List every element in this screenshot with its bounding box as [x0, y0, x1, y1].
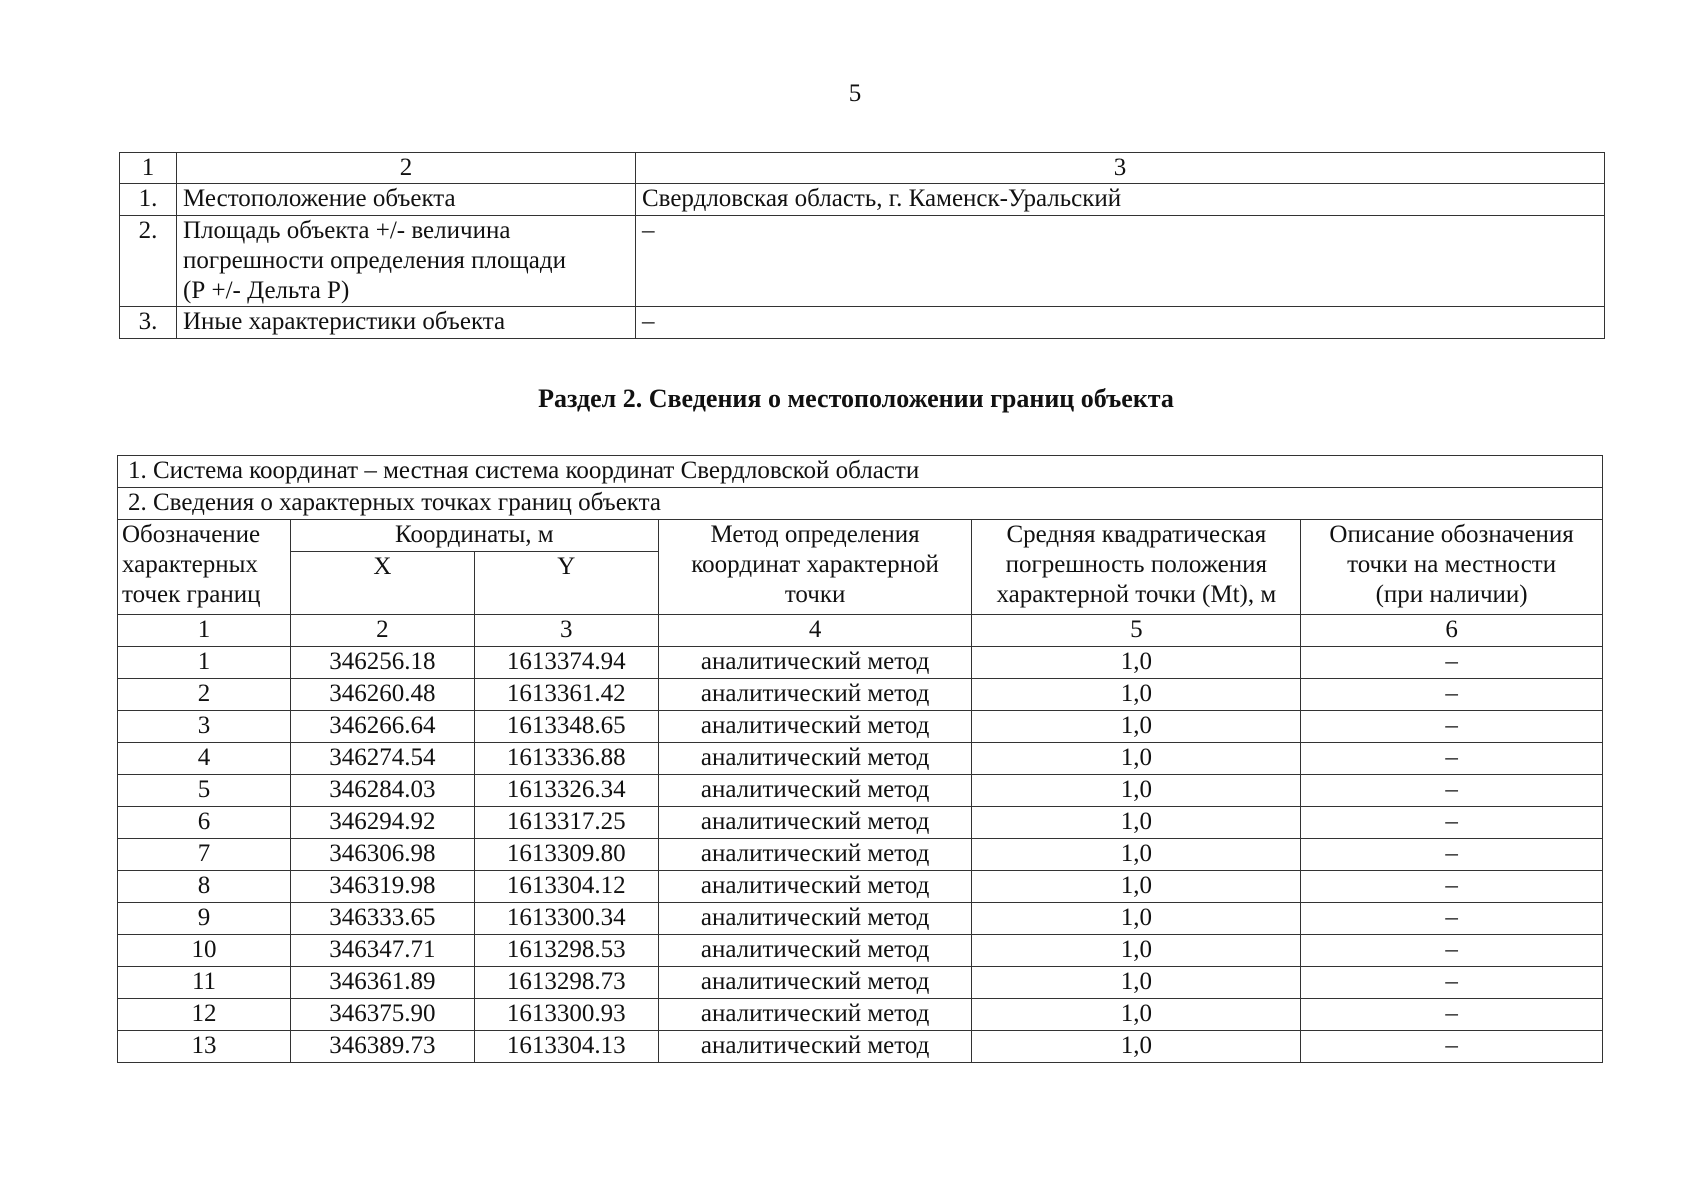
x-header: X	[290, 552, 474, 615]
y-coordinate-cell: 1613348.65	[474, 711, 658, 743]
error-header	[972, 520, 1301, 615]
row-value: –	[636, 216, 1605, 307]
x-coordinate-cell: 346284.03	[290, 775, 474, 807]
method-cell: аналитический метод	[658, 743, 972, 775]
header-line: (при наличии)	[1375, 581, 1528, 608]
y-coordinate-cell: 1613304.13	[474, 1031, 658, 1063]
table-row	[118, 679, 1603, 711]
x-coordinate-cell: 346361.89	[290, 967, 474, 999]
error-cell: 1,0	[972, 999, 1301, 1031]
method-cell: аналитический метод	[658, 711, 972, 743]
row-value: Свердловская область, г. Каменск-Уральский	[636, 184, 1605, 216]
table-row	[118, 807, 1603, 839]
table-row	[120, 184, 1605, 216]
error-cell: 1,0	[972, 711, 1301, 743]
boundary-points-table	[117, 455, 1603, 1063]
y-coordinate-cell: 1613300.93	[474, 999, 658, 1031]
method-cell: аналитический метод	[658, 871, 972, 903]
error-cell: 1,0	[972, 775, 1301, 807]
row-value: –	[636, 307, 1605, 339]
table-row	[118, 839, 1603, 871]
error-cell: 1,0	[972, 807, 1301, 839]
y-coordinate-cell: 1613326.34	[474, 775, 658, 807]
row-label: Местоположение объекта	[177, 184, 636, 216]
error-cell: 1,0	[972, 743, 1301, 775]
points-info-text: 2. Сведения о характерных точках границ объекта	[118, 488, 1603, 520]
error-cell: 1,0	[972, 679, 1301, 711]
section-title: Раздел 2. Сведения о местоположении границ объекта	[538, 384, 1174, 413]
column-number: 5	[972, 615, 1301, 647]
error-cell: 1,0	[972, 1031, 1301, 1063]
point-number-cell: 3	[118, 711, 291, 743]
row-number: 2.	[120, 216, 177, 307]
label-line: (Р +/- Дельта Р)	[183, 277, 350, 304]
row-number: 3.	[120, 307, 177, 339]
page-number: 5	[848, 80, 862, 107]
table-row	[118, 647, 1603, 679]
row-number: 1.	[120, 184, 177, 216]
method-header	[658, 520, 972, 615]
column-number: 3	[474, 615, 658, 647]
description-cell: –	[1301, 1031, 1603, 1063]
point-number-cell: 4	[118, 743, 291, 775]
point-number-cell: 13	[118, 1031, 291, 1063]
y-coordinate-cell: 1613298.53	[474, 935, 658, 967]
method-cell: аналитический метод	[658, 999, 972, 1031]
designation-header	[118, 520, 291, 615]
y-coordinate-cell: 1613309.80	[474, 839, 658, 871]
error-cell: 1,0	[972, 935, 1301, 967]
description-cell: –	[1301, 711, 1603, 743]
x-coordinate-cell: 346389.73	[290, 1031, 474, 1063]
error-cell: 1,0	[972, 839, 1301, 871]
column-number: 2	[290, 615, 474, 647]
point-number-cell: 6	[118, 807, 291, 839]
table-row	[118, 1031, 1603, 1063]
description-cell: –	[1301, 775, 1603, 807]
header-line: характерных	[122, 551, 258, 578]
y-coordinate-cell: 1613317.25	[474, 807, 658, 839]
point-number-cell: 7	[118, 839, 291, 871]
point-number-cell: 1	[118, 647, 291, 679]
x-coordinate-cell: 346260.48	[290, 679, 474, 711]
point-number-cell: 2	[118, 679, 291, 711]
points-body	[118, 647, 1603, 1063]
x-coordinate-cell: 346333.65	[290, 903, 474, 935]
x-coordinate-cell: 346347.71	[290, 935, 474, 967]
point-number-cell: 12	[118, 999, 291, 1031]
method-cell: аналитический метод	[658, 967, 972, 999]
table-header-row	[118, 520, 1603, 552]
row-label: Иные характеристики объекта	[177, 307, 636, 339]
method-cell: аналитический метод	[658, 935, 972, 967]
point-number-cell: 5	[118, 775, 291, 807]
error-cell: 1,0	[972, 903, 1301, 935]
column-numbers-row	[118, 615, 1603, 647]
description-cell: –	[1301, 679, 1603, 711]
description-cell: –	[1301, 839, 1603, 871]
point-number-cell: 11	[118, 967, 291, 999]
header-line: Обозначение	[122, 521, 261, 548]
row-label	[177, 216, 636, 307]
description-cell: –	[1301, 871, 1603, 903]
header-cell: 3	[636, 153, 1605, 184]
description-cell: –	[1301, 743, 1603, 775]
method-cell: аналитический метод	[658, 775, 972, 807]
x-coordinate-cell: 346306.98	[290, 839, 474, 871]
header-line: координат характерной	[691, 551, 939, 578]
method-cell: аналитический метод	[658, 903, 972, 935]
description-cell: –	[1301, 935, 1603, 967]
header-line: погрешность положения	[1005, 551, 1268, 578]
table-row	[118, 775, 1603, 807]
table-row	[118, 967, 1603, 999]
table-row	[120, 216, 1605, 307]
x-coordinate-cell: 346256.18	[290, 647, 474, 679]
coordinate-system-text: 1. Система координат – местная система координат Свердловской области	[118, 456, 1603, 488]
header-cell: 1	[120, 153, 177, 184]
point-number-cell: 8	[118, 871, 291, 903]
column-number: 1	[118, 615, 291, 647]
error-cell: 1,0	[972, 967, 1301, 999]
header-line: Описание обозначения	[1329, 521, 1574, 548]
point-number-cell: 9	[118, 903, 291, 935]
table-row	[118, 871, 1603, 903]
header-line: точек границ	[122, 581, 261, 608]
points-info-row	[118, 488, 1603, 520]
x-coordinate-cell: 346294.92	[290, 807, 474, 839]
label-line: Площадь объекта +/- величина	[183, 217, 511, 244]
description-cell: –	[1301, 903, 1603, 935]
header-line: характерной точки (Mt), м	[996, 581, 1277, 608]
x-coordinate-cell: 346319.98	[290, 871, 474, 903]
point-number-cell: 10	[118, 935, 291, 967]
description-cell: –	[1301, 807, 1603, 839]
header-line: Метод определения	[710, 521, 920, 548]
column-number: 6	[1301, 615, 1603, 647]
object-info-table	[119, 152, 1605, 339]
label-line: погрешности определения площади	[183, 247, 566, 274]
y-coordinate-cell: 1613304.12	[474, 871, 658, 903]
method-cell: аналитический метод	[658, 1031, 972, 1063]
coordinate-system-row	[118, 456, 1603, 488]
coordinates-header: Координаты, м	[290, 520, 658, 552]
y-coordinate-cell: 1613298.73	[474, 967, 658, 999]
description-cell: –	[1301, 999, 1603, 1031]
x-coordinate-cell: 346375.90	[290, 999, 474, 1031]
header-line: точки	[784, 581, 846, 608]
x-coordinate-cell: 346266.64	[290, 711, 474, 743]
table-row	[118, 743, 1603, 775]
table-row	[120, 307, 1605, 339]
description-header	[1301, 520, 1603, 615]
y-coordinate-cell: 1613374.94	[474, 647, 658, 679]
y-coordinate-cell: 1613300.34	[474, 903, 658, 935]
error-cell: 1,0	[972, 647, 1301, 679]
y-header: Y	[474, 552, 658, 615]
table-row	[118, 903, 1603, 935]
header-line: точки на местности	[1347, 551, 1557, 578]
header-cell: 2	[177, 153, 636, 184]
column-number: 4	[658, 615, 972, 647]
method-cell: аналитический метод	[658, 807, 972, 839]
x-coordinate-cell: 346274.54	[290, 743, 474, 775]
method-cell: аналитический метод	[658, 839, 972, 871]
y-coordinate-cell: 1613361.42	[474, 679, 658, 711]
description-cell: –	[1301, 647, 1603, 679]
table-header-row	[120, 153, 1605, 184]
description-cell: –	[1301, 967, 1603, 999]
error-cell: 1,0	[972, 871, 1301, 903]
table-row	[118, 935, 1603, 967]
header-line: Средняя квадратическая	[1006, 521, 1267, 548]
table-row	[118, 999, 1603, 1031]
method-cell: аналитический метод	[658, 679, 972, 711]
method-cell: аналитический метод	[658, 647, 972, 679]
y-coordinate-cell: 1613336.88	[474, 743, 658, 775]
table-row	[118, 711, 1603, 743]
